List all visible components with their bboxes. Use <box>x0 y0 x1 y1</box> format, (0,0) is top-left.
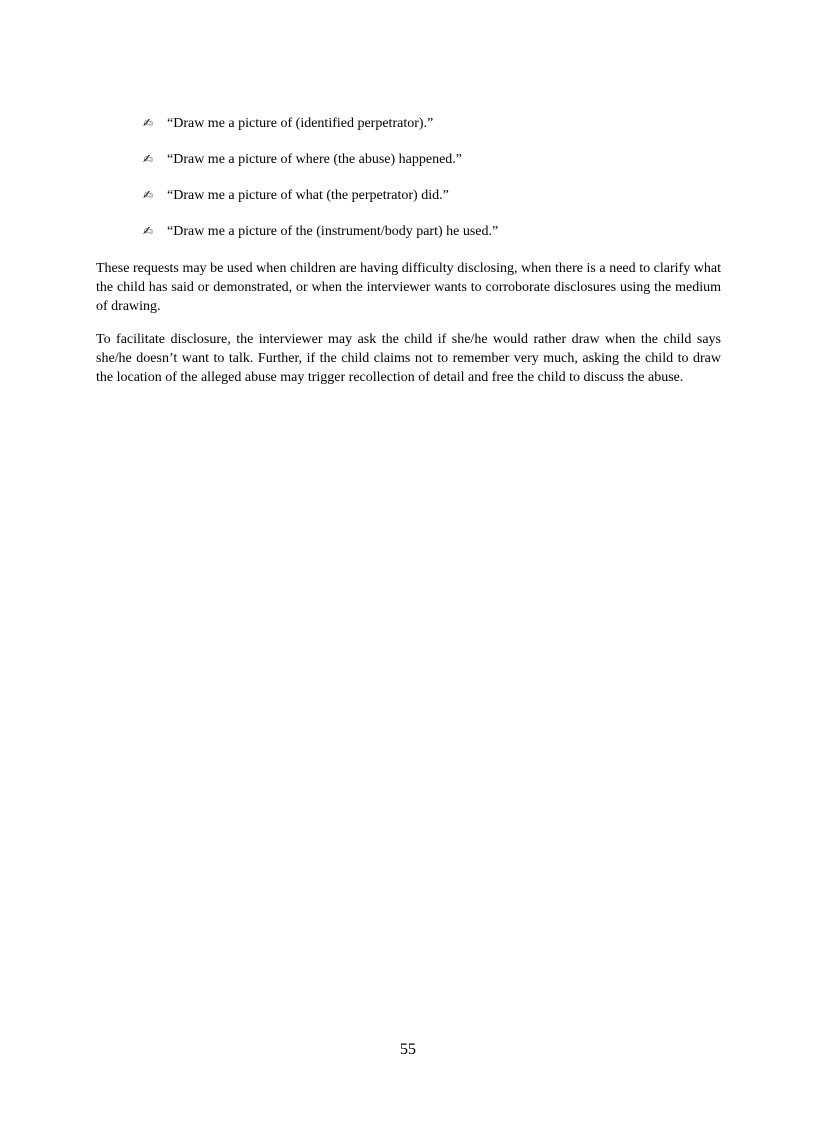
writing-hand-icon: ✍ <box>143 188 154 202</box>
body-paragraph: To facilitate disclosure, the interviewer may ask the child if she/he would rather draw when the child says she/he doesn’t want to talk. Further, if the child claims not to remember very much, asking the child to draw the location of the alleged abuse may trigger recollection of detail and free the child to discuss the abuse. <box>96 332 721 385</box>
writing-hand-icon: ✍ <box>143 152 154 166</box>
page-number: 55 <box>400 1041 416 1058</box>
body-paragraph: These requests may be used when children are having difficulty disclosing, when there is a need to clarify what the child has said or demonstrated, or when the interviewer wants to corroborate disclosures using the medium of drawing. <box>96 261 721 314</box>
list-item <box>143 222 498 258</box>
bullet-text: “Draw me a picture of where (the abuse) happened.” <box>167 152 463 167</box>
bullet-text: “Draw me a picture of (identified perpetrator).” <box>167 116 434 131</box>
list-item <box>143 186 498 222</box>
list-item <box>143 150 498 186</box>
list-item <box>143 114 498 150</box>
writing-hand-icon: ✍ <box>143 116 154 130</box>
bullet-text: “Draw me a picture of what (the perpetrator) did.” <box>167 188 449 203</box>
bullet-list <box>143 114 498 258</box>
writing-hand-icon: ✍ <box>143 224 154 238</box>
bullet-text: “Draw me a picture of the (instrument/body part) he used.” <box>167 224 499 239</box>
